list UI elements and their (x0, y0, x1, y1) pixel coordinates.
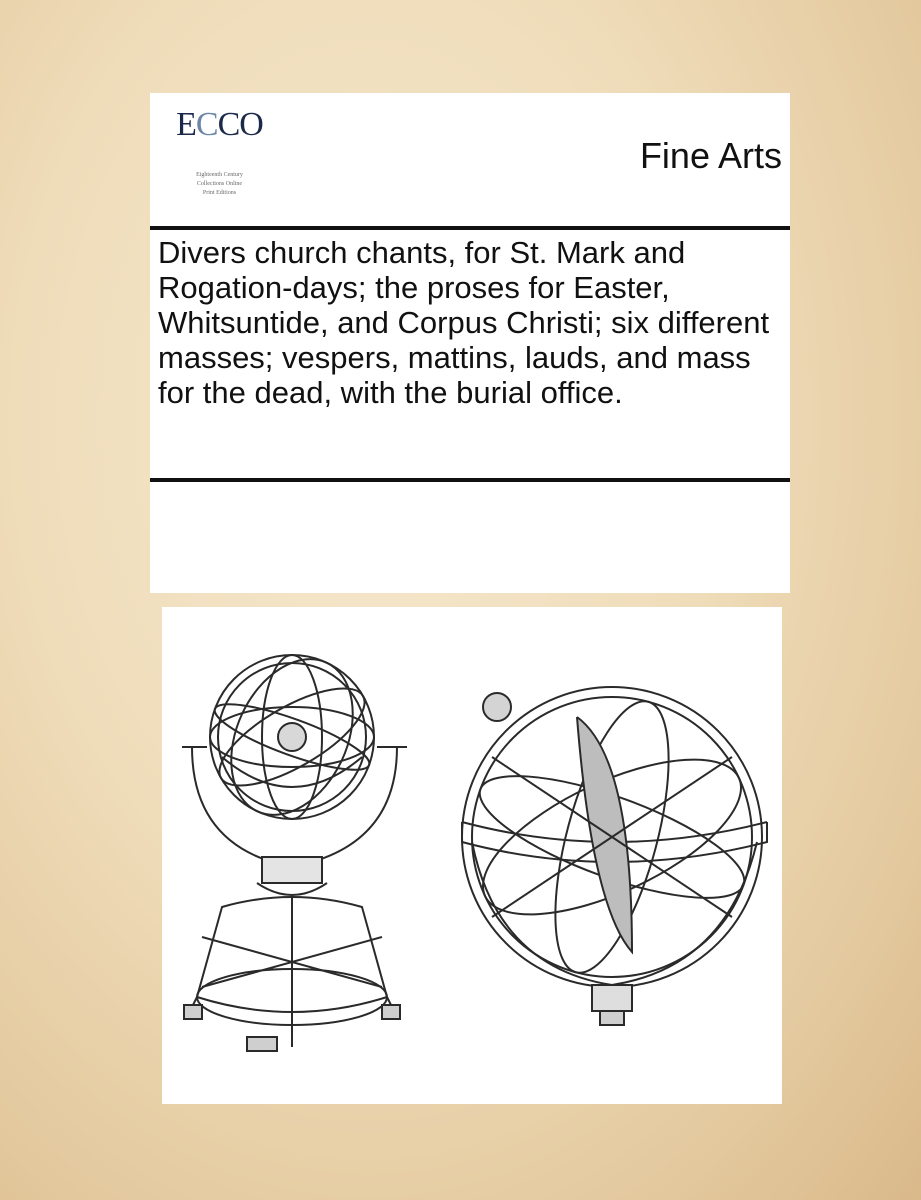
logo-subtitle: Eighteenth Century Collections Online Print Editions (196, 172, 243, 196)
ecco-logo (172, 107, 267, 217)
top-divider (150, 226, 790, 230)
logo-mark: ECCO (176, 106, 263, 143)
logo-reflection (172, 141, 267, 165)
armillary-spheres-illustration (162, 607, 782, 1104)
category-label: Fine Arts (639, 135, 782, 176)
left-sphere-icon (182, 639, 407, 1051)
armillary-spheres-icon (162, 607, 782, 1104)
book-title: Divers church chants, for St. Mark and Rogation-days; the proses for Easter, Whitsuntide, and Corpus Christi; six different masses; vespers, mattins, lauds, and mass for the dead, with the burial office. (158, 235, 770, 410)
cover-header-panel (150, 93, 790, 593)
right-sphere-icon (462, 687, 767, 1025)
bottom-divider (150, 478, 790, 482)
